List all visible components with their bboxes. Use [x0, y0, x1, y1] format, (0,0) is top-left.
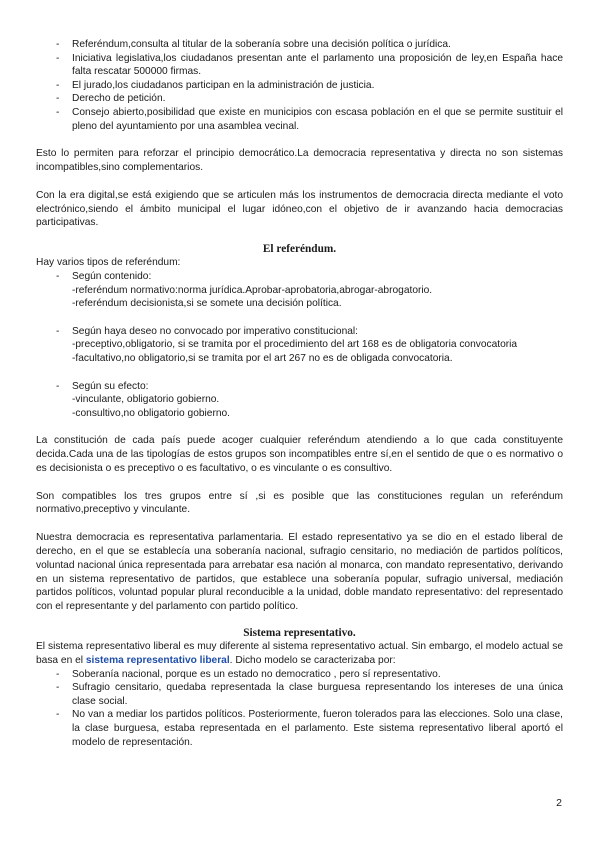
list-item: - Sufragio censitario, quedaba representada la clase burguesa representando los intereses de una única clase social. — [36, 681, 563, 708]
paragraph: Nuestra democracia es representativa parlamentaria. El estado representativo ya se dio en el estado liberal de derecho, en el que se establecía una soberanía nacional, sufragio censitario, no mediación de partidos políticos, voluntad nacional única representada para arrebatar esa nación al monarca, con mandato representativo, derivando en un sistema representativo de partidos, que establece una soberanía popular, sufragio universal, mediación partidos políticos, voluntad popular plural reconducible a la unidad, doble mandato representativo: del representado con el representante y del parlamento con partido político. — [36, 532, 563, 613]
document-page — [36, 38, 563, 749]
list-item: - Consejo abierto,posibilidad que existe en municipios con escasa población en el que se permite sustituir el pleno del ayuntamiento por una asamblea vecinal. — [36, 106, 563, 133]
list-item: - Iniciativa legislativa,los ciudadanos presentan ante el parlamento una proposición de ley,en España hace falta rescatar 500000 firmas. — [36, 52, 563, 79]
paragraph: La constitución de cada país puede acoger cualquier referéndum atendiendo a lo que cada constituyente decida.Cada una de las tipologías de estos grupos son incompatibles entre sí,en el sentido de que o es normativo o es decisionista o es preceptivo o es facultativo, o es vinculante o es consultivo. — [36, 435, 563, 474]
group-item: -consultivo,no obligatorio gobierno. — [72, 407, 231, 419]
list-item: - No van a mediar los partidos políticos. Posteriormente, fueron tolerados para las elecciones. Solo una clase, la clase burguesa, estaba representada en el parlamento. Este sistema representativo liberal aportó el modelo de representación. — [36, 708, 563, 749]
group-title: - Según contenido: — [36, 270, 563, 284]
section-heading: El referéndum. — [262, 243, 337, 256]
list-item: - Referéndum,consulta al titular de la soberanía sobre una decisión política o jurídica. — [36, 38, 563, 52]
group-item: -facultativo,no obligatorio,si se tramita por el art 267 no es de obligada convocatoria. — [72, 352, 453, 364]
characteristics-list — [36, 668, 563, 750]
group-item: -referéndum normativo:norma jurídica.Aprobar-aprobatoria,abrogar-abrogatorio. — [72, 284, 433, 296]
paragraph: Son compatibles los tres grupos entre sí ,si es posible que las constituciones regulan un referéndum normativo,preceptivo y vinculante. — [36, 490, 563, 516]
text-run: El sistema representativo liberal es muy diferente al sistema representativo actual. Sin embargo, el modelo actual se basa en el — [36, 641, 563, 666]
group-title: - Según haya deseo no convocado por imperativo constitucional: — [36, 325, 563, 339]
text-run: . Dicho modelo se caracterizaba por: — [229, 654, 396, 666]
group-item: -vinculante, obligatorio gobierno. — [72, 394, 220, 406]
group-item: -referéndum decisionista,si se somete una decisión política. — [72, 298, 342, 310]
page-number: 2 — [556, 797, 562, 809]
group-title: - Según su efecto: — [36, 380, 563, 394]
referendum-group — [36, 270, 563, 284]
paragraph: Esto lo permiten para reforzar el principio democrático.La democracia representativa y directa no son sistemas incompatibles,sino complementarios. — [36, 148, 563, 173]
highlighted-term-link[interactable]: sistema representativo liberal — [85, 654, 230, 666]
intro-list — [36, 38, 563, 133]
group-item: -preceptivo,obligatorio, si se tramita por el procedimiento del art 168 es de obligatoria convocatoria — [72, 339, 518, 351]
section-heading: Sistema representativo. — [243, 627, 356, 640]
referendum-group — [36, 380, 563, 394]
list-item: - El jurado,los ciudadanos participan en la administración de justicia. — [36, 79, 563, 93]
paragraph — [36, 640, 563, 668]
paragraph: Con la era digital,se está exigiendo que se articulen más los instrumentos de democracia directa mediante el voto electrónico,siendo el ámbito municipal el lugar idóneo,con el objetivo de ir avanzando hacia democracias participativas. — [36, 189, 563, 229]
list-item: - Soberanía nacional, porque es un estado no democratico , pero sí representativo. — [36, 668, 563, 682]
list-item: - Derecho de petición. — [36, 92, 563, 106]
paragraph: Hay varios tipos de referéndum: — [36, 257, 181, 269]
referendum-group — [36, 325, 563, 339]
